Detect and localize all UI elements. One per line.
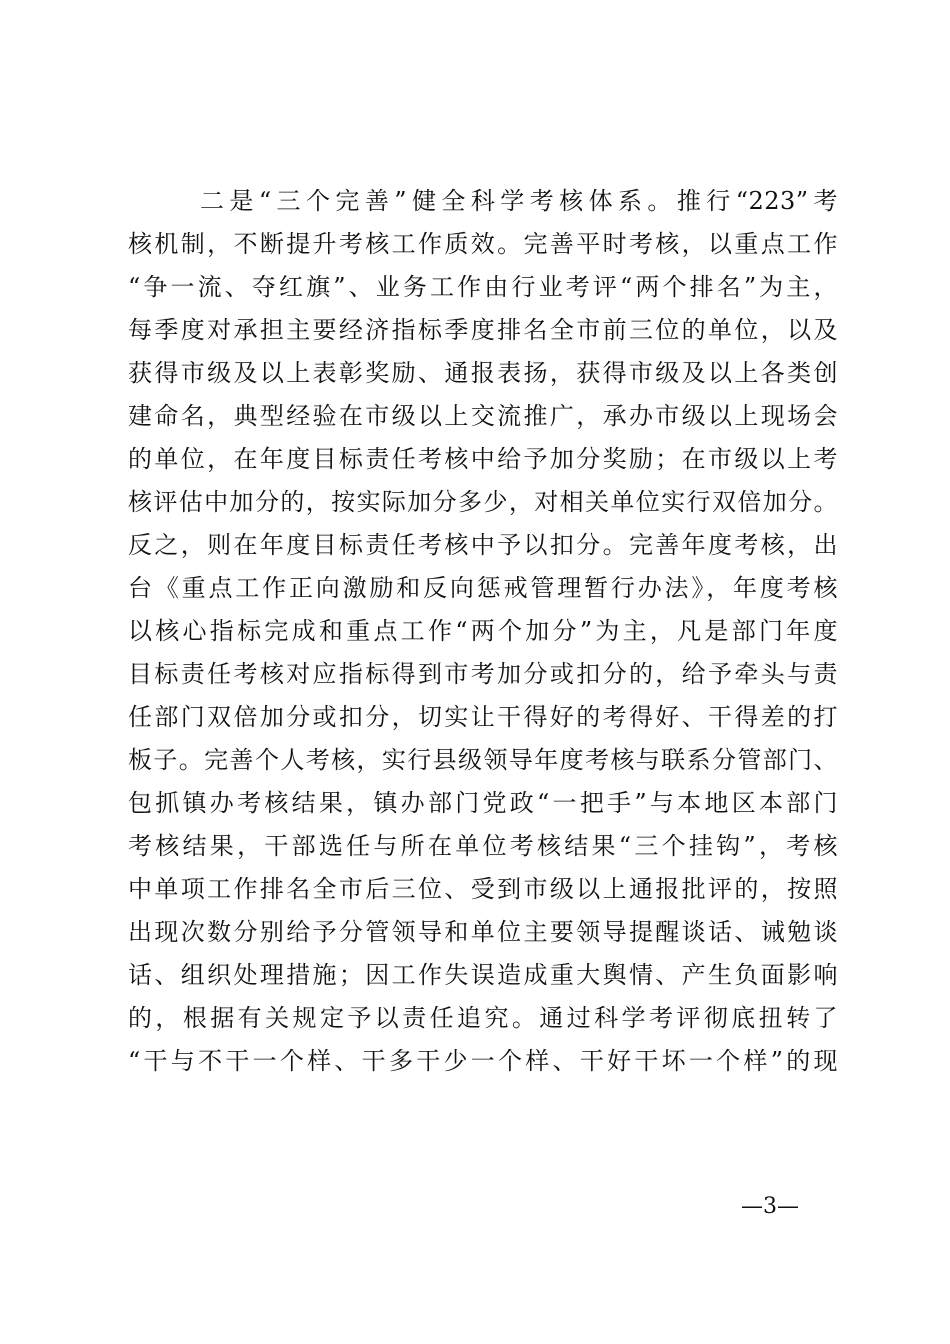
text-line: 的单位，在年度目标责任考核中给予加分奖励；在市级以上考 (128, 445, 838, 473)
text-line: 建命名，典型经验在市级以上交流推广，承办市级以上现场会 (128, 402, 838, 430)
text-line: 板子。完善个人考核，实行县级领导年度考核与联系分管部门、 (128, 746, 838, 774)
text-line: 包抓镇办考核结果，镇办部门党政“一把手”与本地区本部门 (128, 789, 838, 817)
text-line: 目标责任考核对应指标得到市考加分或扣分的，给予牵头与责 (128, 660, 838, 688)
text-line: 话、组织处理措施；因工作失误造成重大舆情、产生负面影响 (128, 961, 838, 989)
text-line: 获得市级及以上表彰奖励、通报表扬，获得市级及以上各类创 (128, 359, 838, 387)
text-line: 二是“三个完善”健全科学考核体系。推行“223”考 (200, 187, 838, 215)
text-line: 以核心指标完成和重点工作“两个加分”为主，凡是部门年度 (128, 617, 838, 645)
text-line: 出现次数分别给予分管领导和单位主要领导提醒谈话、诫勉谈 (128, 918, 838, 946)
text-line: 核机制，不断提升考核工作质效。完善平时考核，以重点工作 (128, 230, 838, 258)
text-line: 核评估中加分的，按实际加分多少，对相关单位实行双倍加分。 (128, 488, 838, 516)
text-line: 的，根据有关规定予以责任追究。通过科学考评彻底扭转了 (128, 1004, 838, 1032)
text-line: “干与不干一个样、干多干少一个样、干好干坏一个样”的现 (128, 1047, 838, 1075)
text-line: “争一流、夺红旗”、业务工作由行业考评“两个排名”为主， (128, 273, 838, 301)
text-line: 台《重点工作正向激励和反向惩戒管理暂行办法》，年度考核 (128, 574, 838, 602)
text-line: 考核结果，干部选任与所在单位考核结果“三个挂钩”，考核 (128, 832, 838, 860)
text-line: 每季度对承担主要经济指标季度排名全市前三位的单位，以及 (128, 316, 838, 344)
text-line: 反之，则在年度目标责任考核中予以扣分。完善年度考核，出 (128, 531, 838, 559)
text-line: 中单项工作排名全市后三位、受到市级以上通报批评的，按照 (128, 875, 838, 903)
body-paragraph (128, 180, 838, 1083)
page-number: —3— (741, 1194, 799, 1219)
text-line: 任部门双倍加分或扣分，切实让干得好的考得好、干得差的打 (128, 703, 838, 731)
